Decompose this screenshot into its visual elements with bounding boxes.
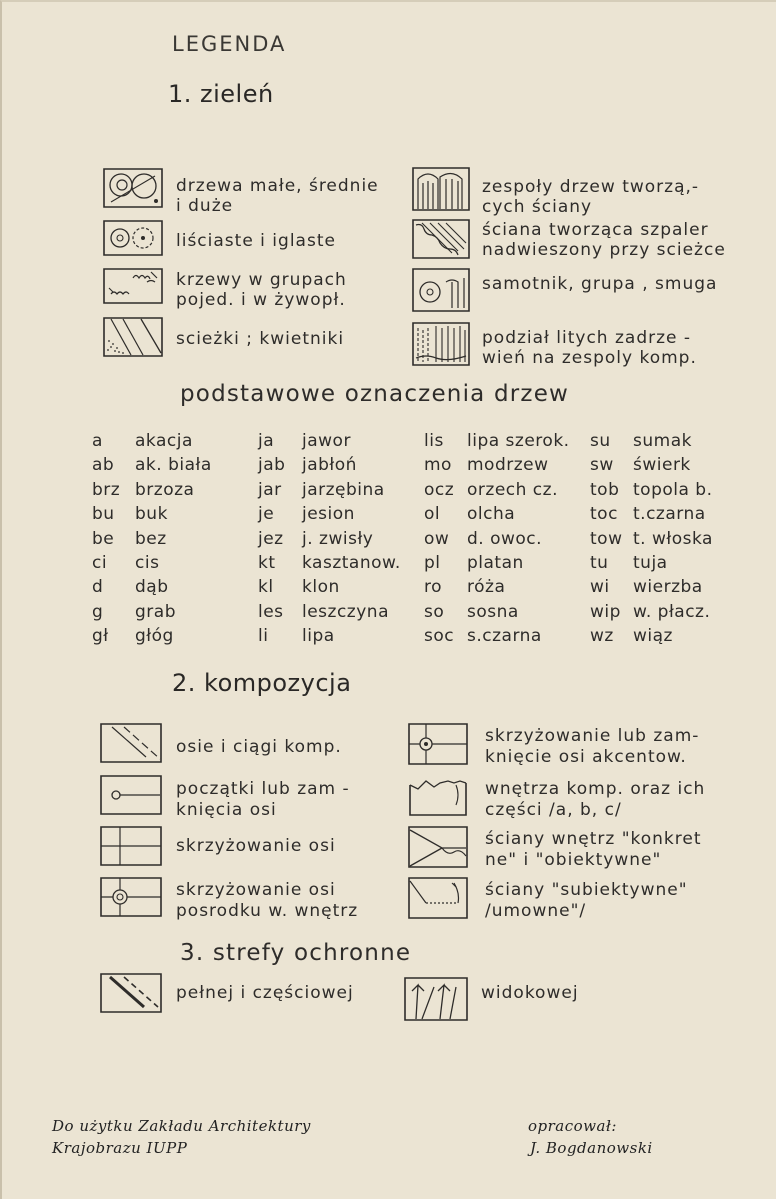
section1-title: 1. zieleń: [168, 80, 274, 108]
tree-code: wz: [590, 626, 614, 646]
tree-name: j. zwisły: [302, 529, 374, 549]
tree-code: bu: [92, 504, 115, 524]
tree-name: kasztanow.: [302, 553, 401, 573]
tree-name: głóg: [135, 626, 174, 646]
zone-view-label: widokowej: [481, 983, 579, 1003]
tree-code: jez: [258, 529, 284, 549]
tree-name: s.czarna: [467, 626, 542, 646]
zone-full-partial-label: pełnej i częściowej: [176, 983, 354, 1003]
tree-name: róża: [467, 577, 506, 597]
tree-name: bez: [135, 529, 167, 549]
tree-name: lipa szerok.: [467, 431, 570, 451]
axis-crossing-center-icon: [100, 877, 162, 917]
tree-codes-title: podstawowe oznaczenia drzew: [180, 381, 570, 407]
tree-code: jab: [258, 455, 286, 475]
tree-code: wip: [590, 602, 621, 622]
solitary-group-strip-icon: [412, 268, 470, 312]
tree-name: klon: [302, 577, 340, 597]
legend-item-wall-group: zespoły drzew tworzą,- cych ściany: [482, 177, 700, 217]
tree-code: be: [92, 529, 115, 549]
tree-code: li: [258, 626, 269, 646]
tree-name: cis: [135, 553, 160, 573]
footer-author: opracował: J. Bogdanowski: [528, 1117, 653, 1157]
tree-code: ocz: [424, 480, 455, 500]
tree-code: so: [424, 602, 445, 622]
tree-code: brz: [92, 480, 121, 500]
tree-code: ja: [258, 431, 275, 451]
tree-code: mo: [424, 455, 452, 475]
interior-icon: [408, 775, 468, 817]
shrubs-icon: [103, 268, 163, 304]
legend-title: LEGENDA: [172, 32, 287, 56]
tree-code: lis: [424, 431, 444, 451]
tree-name: modrzew: [467, 455, 549, 475]
legend-item-accent-crossing: skrzyżowanie lub zam- knięcie osi akcentow.: [485, 726, 700, 767]
deciduous-coniferous-icon: [103, 220, 163, 256]
tree-name: lipa: [302, 626, 335, 646]
legend-item-interior: wnętrza komp. oraz ich części /a, b, c/: [485, 779, 706, 820]
tree-name: sosna: [467, 602, 519, 622]
legend-item-axes: osie i ciągi komp.: [176, 737, 342, 757]
tree-code: soc: [424, 626, 455, 646]
tree-name: dąb: [135, 577, 169, 597]
legend-item-axis-start: początki lub zam - knięcia osi: [176, 779, 350, 820]
section2-title: 2. kompozycja: [172, 669, 352, 697]
tree-code: g: [92, 602, 104, 622]
legend-item-stand-division: podział litych zadrze - wień na zespoly komp.: [482, 328, 697, 368]
accent-crossing-icon: [408, 723, 468, 765]
tree-name: jabłoń: [302, 455, 357, 475]
tree-name: olcha: [467, 504, 516, 524]
tree-code: les: [258, 602, 284, 622]
stand-division-icon: [412, 322, 470, 366]
legend-item-shrubs: krzewy w grupach pojed. i w żywopł.: [176, 270, 347, 310]
legend-item-interior-walls: ściany wnętrz "konkret ne" i "obiektywne": [485, 829, 702, 870]
tree-code: tob: [590, 480, 620, 500]
tree-code: ci: [92, 553, 108, 573]
full-partial-zone-icon: [100, 973, 162, 1013]
tree-name: brzoza: [135, 480, 195, 500]
tree-code: jar: [258, 480, 282, 500]
tree-name: jesion: [302, 504, 355, 524]
subjective-walls-icon: [408, 877, 468, 919]
tree-name: d. owoc.: [467, 529, 543, 549]
tree-code: tow: [590, 529, 623, 549]
footer-left-note: Do użytku Zakładu Architektury Krajobrazu IUPP: [52, 1117, 311, 1157]
axis-start-end-icon: [100, 775, 162, 815]
axis-crossing-icon: [100, 826, 162, 866]
tree-name: akacja: [135, 431, 193, 451]
tree-code: ow: [424, 529, 450, 549]
hedge-wall-icon: [412, 219, 470, 259]
tree-code: a: [92, 431, 103, 451]
tree-code: sw: [590, 455, 614, 475]
legend-item-subjective-walls: ściany "subiektywne" /umowne"/: [485, 880, 688, 921]
tree-name: jarzębina: [302, 480, 385, 500]
legend-item-axis-crossing-center: skrzyżowanie osi posrodku w. wnętrz: [176, 880, 359, 921]
legend-item-paths: scieżki ; kwietniki: [176, 329, 345, 349]
paths-flowerbeds-icon: [103, 317, 163, 357]
tree-name: orzech cz.: [467, 480, 558, 500]
tree-name: świerk: [633, 455, 691, 475]
tree-code: je: [258, 504, 275, 524]
trees-small-medium-large-icon: [103, 168, 163, 208]
tree-name: sumak: [633, 431, 692, 451]
tree-code: wi: [590, 577, 610, 597]
tree-code: kl: [258, 577, 274, 597]
tree-name: leszczyna: [302, 602, 389, 622]
tree-code: toc: [590, 504, 618, 524]
tree-name: ak. biała: [135, 455, 212, 475]
tree-name: buk: [135, 504, 168, 524]
tree-code: ab: [92, 455, 115, 475]
axes-icon: [100, 723, 162, 763]
tree-code: tu: [590, 553, 609, 573]
legend-item-solitary: samotnik, grupa , smuga: [482, 274, 718, 294]
tree-name: jawor: [302, 431, 351, 451]
legend-item-hedge-wall: ściana tworząca szpaler nadwieszony przy scieżce: [482, 220, 726, 260]
tree-name: w. płacz.: [633, 602, 711, 622]
tree-code: ol: [424, 504, 441, 524]
legend-item-trees: drzewa małe, średnie i duże: [176, 176, 379, 216]
legend-item-axis-crossing: skrzyżowanie osi: [176, 836, 336, 856]
tree-name: grab: [135, 602, 176, 622]
tree-name: t. włoska: [633, 529, 713, 549]
tree-code: gł: [92, 626, 109, 646]
tree-code: pl: [424, 553, 441, 573]
section3-title: 3. strefy ochronne: [180, 940, 412, 966]
tree-name: tuja: [633, 553, 668, 573]
wall-forming-group-icon: [412, 167, 470, 211]
view-zone-icon: [404, 977, 468, 1021]
tree-name: wiąz: [633, 626, 673, 646]
tree-code: kt: [258, 553, 276, 573]
tree-name: platan: [467, 553, 524, 573]
tree-code: su: [590, 431, 611, 451]
tree-code: ro: [424, 577, 443, 597]
tree-name: wierzba: [633, 577, 703, 597]
tree-name: t.czarna: [633, 504, 706, 524]
tree-name: topola b.: [633, 480, 713, 500]
interior-walls-icon: [408, 826, 468, 868]
tree-code: d: [92, 577, 104, 597]
legend-item-deciduous: liściaste i iglaste: [176, 231, 336, 251]
